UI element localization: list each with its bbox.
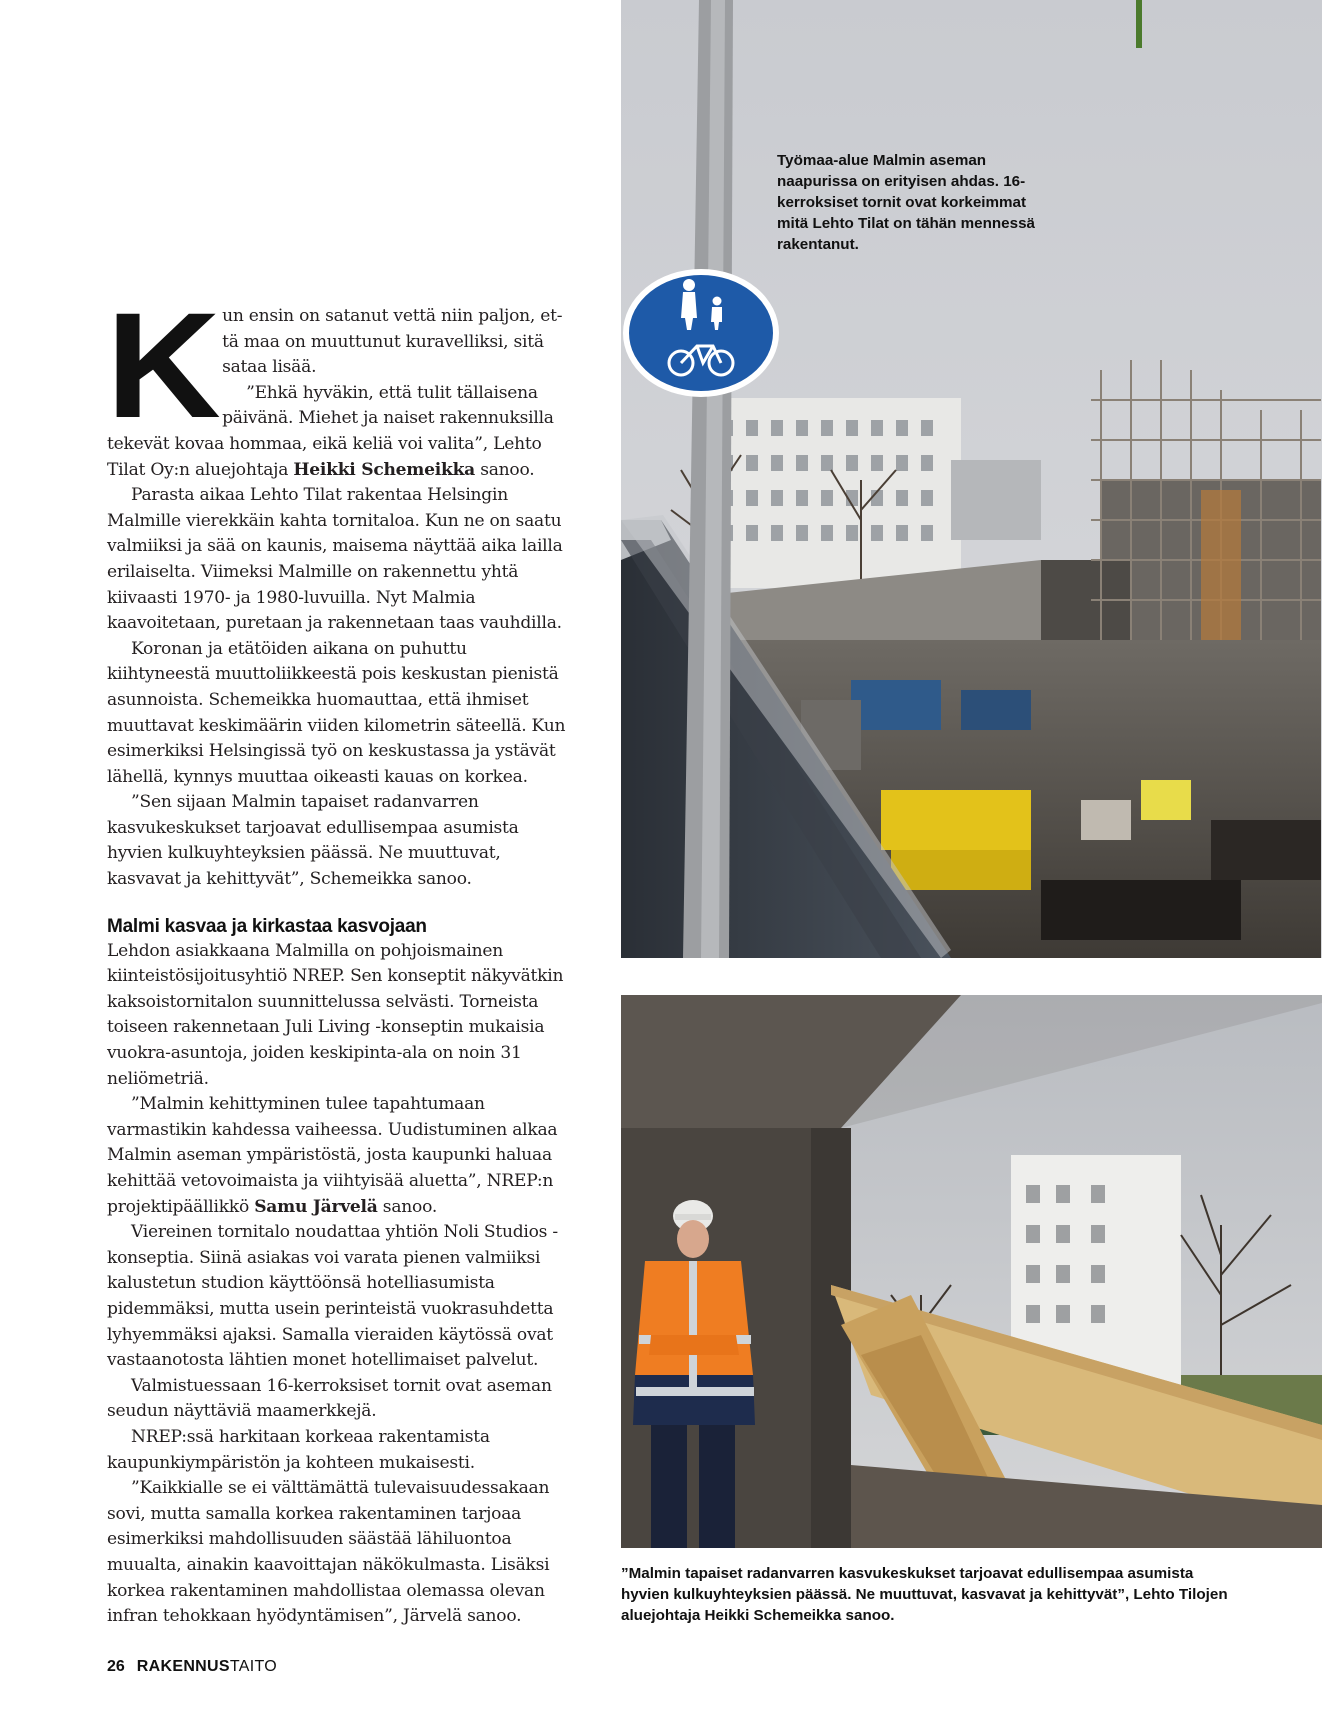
paragraph-1: un ensin on satanut vettä niin paljon, että maa on muuttunut kuravelliksi, sitä sataa lisää. [222, 306, 563, 378]
page-number: 26 [107, 1658, 125, 1675]
paragraph-9: Valmistuessaan 16-kerroksiset tornit ovat aseman seudun näyttäviä maamerkkejä. [107, 1375, 552, 1422]
paragraph-7-text: ”Malmin kehittyminen tulee tapahtumaan varmastikin kahdessa vaiheessa. Uudistuminen alkaa Malmin aseman ympäristöstä, josta kaupunki haluaa kehittää vetovoimaista ja viihtyisää aluetta”, NREP:n projektipäällikkö [107, 1094, 558, 1217]
portrait-photo [621, 995, 1322, 1548]
page-footer [107, 1658, 277, 1676]
subheading: Malmi kasvaa ja kirkastaa kasvojaan [107, 915, 427, 937]
paragraph-2-text: ”Ehkä hyväkin, että tulit tällaisena päivänä. Miehet ja naiset rakennuksilla tekevät kovaa hommaa, eikä keliä voi valita”, Lehto Tilat Oy:n aluejohtaja [107, 382, 554, 480]
paragraph-4: Koronan ja etätöiden aikana on puhuttu kiihtyneestä muuttoliikkeestä pois keskustan pienistä asunnoista. Schemeikka huomauttaa, että ihmiset muuttavat keskimäärin viiden kilometrin säteellä. Kun esimerkiksi Helsingissä työ on keskustassa ja ystävät lähellä, kynnys muuttaa oikeasti kauas on korkea. [107, 638, 566, 787]
magazine-name-bold: RAKENNUS [136, 1658, 230, 1675]
article-body [106, 281, 569, 1630]
photo-caption-bottom: ”Malmin tapaiset radanvarren kasvukeskukset tarjoavat edullisempaa asumista hyvien kulkuyhteyksien päässä. Ne muuttuvat, kasvavat ja kehittyvät”, Lehto Tilojen aluejohtaja Heikki Schemeikka sanoo. [621, 1565, 1228, 1624]
construction-site-photo [621, 0, 1322, 958]
paragraph-2-end: sanoo. [475, 459, 535, 480]
paragraph-7-end: sanoo. [377, 1196, 437, 1217]
person-name-jarvela: Samu Järvelä [254, 1196, 378, 1217]
magazine-name-light: TAITO [229, 1658, 278, 1675]
paragraph-5: ”Sen sijaan Malmin tapaiset radanvarren kasvukeskukset tarjoavat edullisempaa asumista hyvien kulkuyhteyksien päässä. Ne muuttuvat, kasvavat ja kehittyvät”, Schemeikka sanoo. [107, 792, 519, 890]
paragraph-3: Parasta aikaa Lehto Tilat rakentaa Helsingin Malmille vierekkäin kahta tornitaloa. Kun ne on saatu valmiiksi ja sää on kaunis, maisema näyttää aika lailla erilaiselta. Viimeksi Malmille on rakennettu yhtä kiivaasti 1970- ja 1980-luvuilla. Nyt Malmia kaavoitetaan, puretaan ja rakennetaan taas vauhdilla. [107, 485, 563, 634]
paragraph-6: Lehdon asiakkaana Malmilla on pohjoismainen kiinteistösijoitusyhtiö NREP. Sen konseptit näkyvätkin kaksoistornitalon suunnittelussa selvästi. Torneista toiseen rakennetaan Juli Living -konseptin mukaisia vuokra-asuntoja, joiden keskipinta-ala on noin 31 neliömetriä. [107, 940, 564, 1089]
paragraph-8: Viereinen tornitalo noudattaa yhtiön Noli Studios -konseptia. Siinä asiakas voi varata pienen valmiiksi kalustetun studion käyttöönsä hotelliasumista pidemmäksi, mutta usein perinteistä vuokrasuhdetta lyhyemmäksi ajaksi. Samalla vieraiden käytössä ovat vastaanotosta lähtien monet hotellimaiset palvelut. [107, 1222, 558, 1371]
paragraph-7 [107, 1092, 569, 1220]
pedestrian-bicycle-sign-icon [621, 268, 781, 398]
drop-cap: K [106, 281, 221, 449]
paragraph-11: ”Kaikkialle se ei välttämättä tulevaisuudessakaan sovi, mutta samalla korkea rakentaminen tarjoaa esimerkiksi mahdollisuuden säästää lähiluontoa muualta, ainakin kaavoittajan näkökulmasta. Lisäksi korkea rakentaminen mahdollistaa olemassa olevan infran tehokkaan hyödyntämisen”, Järvelä sanoo. [107, 1478, 550, 1627]
person-name-schemeikka: Heikki Schemeikka [293, 459, 476, 480]
photo-caption-top: Työmaa-alue Malmin aseman naapurissa on erityisen ahdas. 16-kerroksiset tornit ovat korkeimmat mitä Lehto Tilat on tähän mennessä rakentanut. [777, 152, 1035, 253]
paragraph-10: NREP:ssä harkitaan korkeaa rakentamista kaupunkiympäristön ja kohteen mukaisesti. [107, 1426, 490, 1473]
